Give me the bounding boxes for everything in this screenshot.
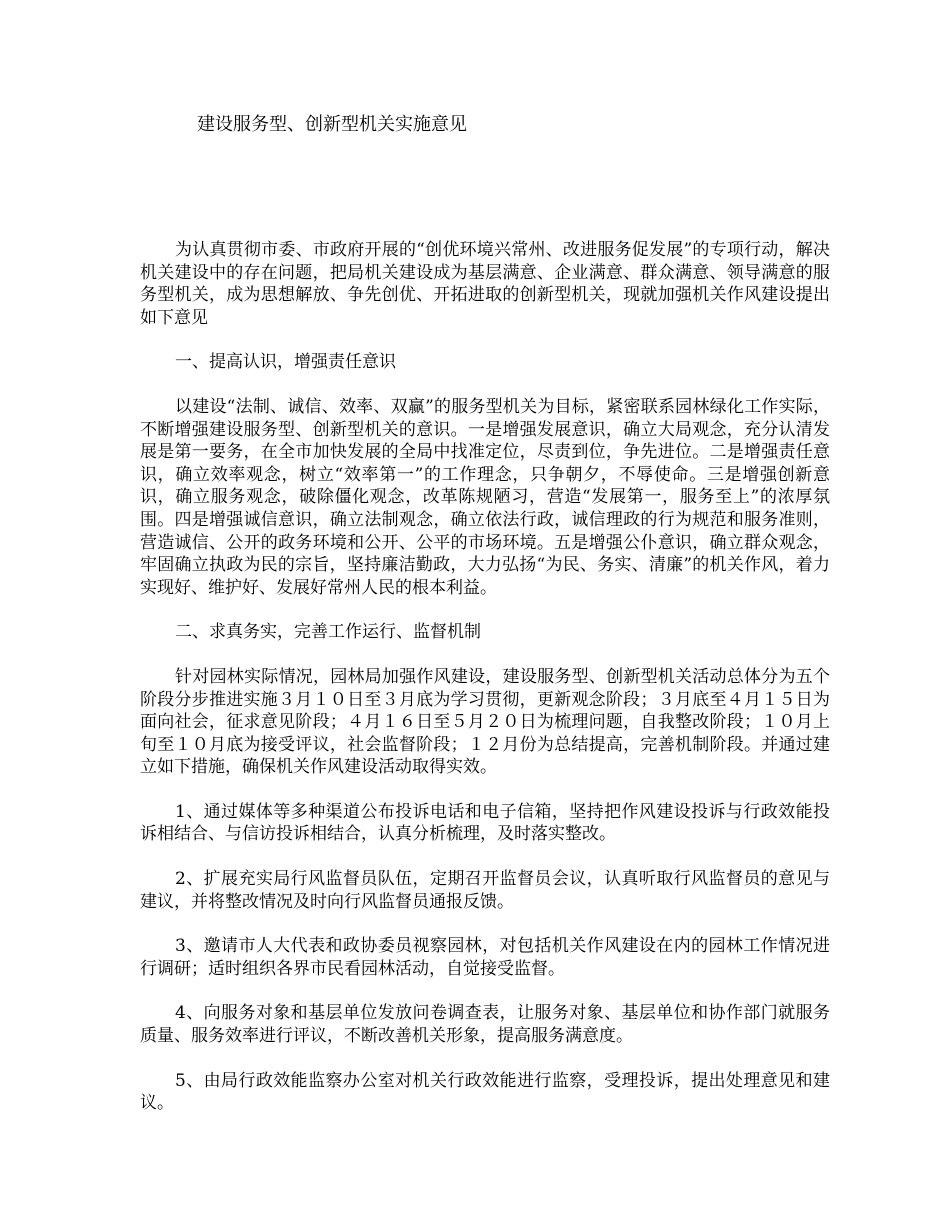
section-1-paragraph: 以建设“法制、诚信、效率、双赢”的服务型机关为目标，紧密联系园林绿化工作实际，不断增强建设服务型、创新型机关的意识。一是增强发展意识，确立大局观念，充分认清发展是第一要务，在全市加快发展的全局中找准定位，尽责到位，争先进位。二是增强责任意识，确立效率观念，树立“效率第一”的工作理念，只争朝夕，不辱使命。三是增强创新意识，确立服务观念，破除僵化观念，改革陈规陋习，营造“发展第一，服务至上”的浓厚氛围。四是增强诚信意识，确立法制观念，确立依法行政，诚信理政的行为规范和服务准则，营造诚信、公开的政务环境和公开、公平的市场环境。五是增强公仆意识，确立群众观念，牢固确立执政为民的宗旨，坚持廉洁勤政，大力弘扬“为民、务实、清廉”的机关作风，着力实现好、维护好、发展好常州人民的根本利益。 xyxy=(140,396,830,598)
measure-item-5: 5、由局行政效能监察办公室对机关行政效能进行监察，受理投诉，提出处理意见和建议。 xyxy=(140,1070,830,1114)
intro-paragraph: 为认真贯彻市委、市政府开展的“创优环境兴常州、改进服务促发展”的专项行动，解决机关建设中的存在问题，把局机关建设成为基层满意、企业满意、群众满意、领导满意的服务型机关，成为思想解放、争先创优、开拓进取的创新型机关，现就加强机关作风建设提出如下意见 xyxy=(140,240,830,328)
section-heading-2: 二、求真务实，完善工作运行、监督机制 xyxy=(175,622,481,643)
measure-item-2: 2、扩展充实局行风监督员队伍，定期召开监督员会议，认真听取行风监督员的意见与建议，并将整改情况及时向行风监督员通报反馈。 xyxy=(140,869,830,912)
document-title: 建设服务型、创新型机关实施意见 xyxy=(197,114,467,135)
section-heading-1: 一、提高认识，增强责任意识 xyxy=(175,352,396,373)
measure-item-1: 1、通过媒体等多种渠道公布投诉电话和电子信箱，坚持把作风建设投诉与行政效能投诉相结合、与信访投诉相结合，认真分析梳理，及时落实整改。 xyxy=(140,801,830,845)
measure-item-4: 4、向服务对象和基层单位发放问卷调查表，让服务对象、基层单位和协作部门就服务质量、服务效率进行评议，不断改善机关形象，提高服务满意度。 xyxy=(140,1003,830,1047)
measure-item-3: 3、邀请市人大代表和政协委员视察园林，对包括机关作风建设在内的园林工作情况进行调研；适时组织各界市民看园林活动，自觉接受监督。 xyxy=(140,936,830,979)
document-body xyxy=(140,239,830,1137)
section-2-paragraph: 针对园林实际情况，园林局加强作风建设，建设服务型、创新型机关活动总体分为五个阶段分步推进实施３月１０日至３月底为学习贯彻，更新观念阶段；３月底至４月１５日为面向社会，征求意见阶段；４月１６日至５月２０日为梳理问题，自我整改阶段；１０月上旬至１０月底为接受评议，社会监督阶段；１２月份为总结提高，完善机制阶段。并通过建立如下措施，确保机关作风建设活动取得实效。 xyxy=(140,666,830,778)
